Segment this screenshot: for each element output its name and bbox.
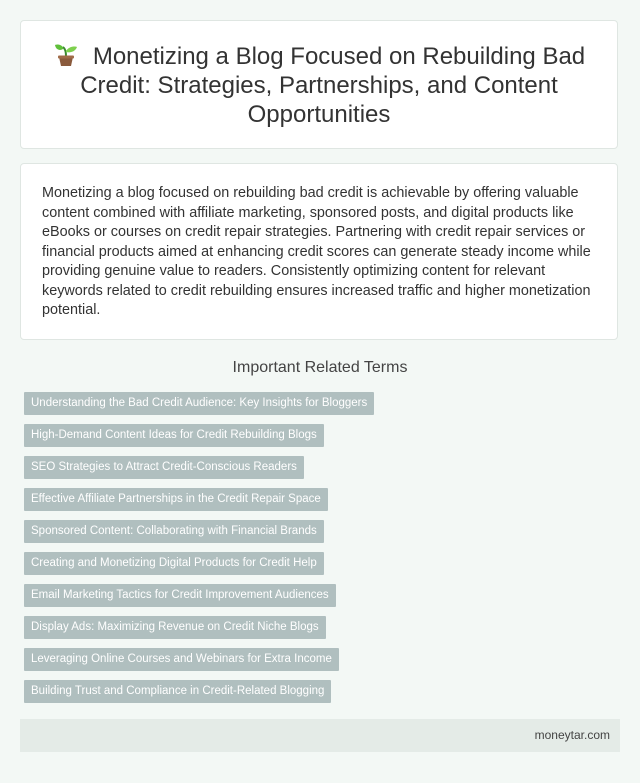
related-term-tag[interactable]: Email Marketing Tactics for Credit Improvement Audiences (24, 584, 336, 607)
related-terms-heading: Important Related Terms (232, 359, 408, 376)
related-term-tag[interactable]: SEO Strategies to Attract Credit-Conscious Readers (24, 456, 304, 479)
related-term-tag[interactable]: High-Demand Content Ideas for Credit Rebuilding Blogs (24, 424, 324, 447)
seedling-icon (53, 41, 79, 67)
summary-card (20, 163, 618, 340)
footer (20, 719, 620, 752)
related-term-tag[interactable]: Building Trust and Compliance in Credit-Related Blogging (24, 680, 331, 703)
summary-text: Monetizing a blog focused on rebuilding bad credit is achievable by offering valuable content combined with affiliate marketing, sponsored posts, and digital products like eBooks or courses on credit repair strategies. Partnering with credit repair services or financial products aimed at enhancing credit scores can generate steady income while providing genuine value to readers. Consistently optimizing content for relevant keywords related to credit rebuilding ensures increased traffic and higher monetization potential. (42, 185, 591, 318)
page-title-text: Monetizing a Blog Focused on Rebuilding Bad Credit: Strategies, Partnerships, and Content Opportunities (80, 42, 586, 128)
page-title (41, 41, 597, 129)
related-term-tag[interactable]: Understanding the Bad Credit Audience: Key Insights for Bloggers (24, 392, 374, 415)
related-term-tag[interactable]: Display Ads: Maximizing Revenue on Credit Niche Blogs (24, 616, 326, 639)
footer-site-link[interactable]: moneytar.com (534, 728, 610, 742)
title-card (20, 20, 618, 149)
related-term-tag[interactable]: Sponsored Content: Collaborating with Financial Brands (24, 520, 324, 543)
related-term-tag[interactable]: Creating and Monetizing Digital Products for Credit Help (24, 552, 324, 575)
related-term-tag[interactable]: Leveraging Online Courses and Webinars for Extra Income (24, 648, 339, 671)
related-term-tag[interactable]: Effective Affiliate Partnerships in the Credit Repair Space (24, 488, 328, 511)
related-terms-list (24, 392, 614, 712)
